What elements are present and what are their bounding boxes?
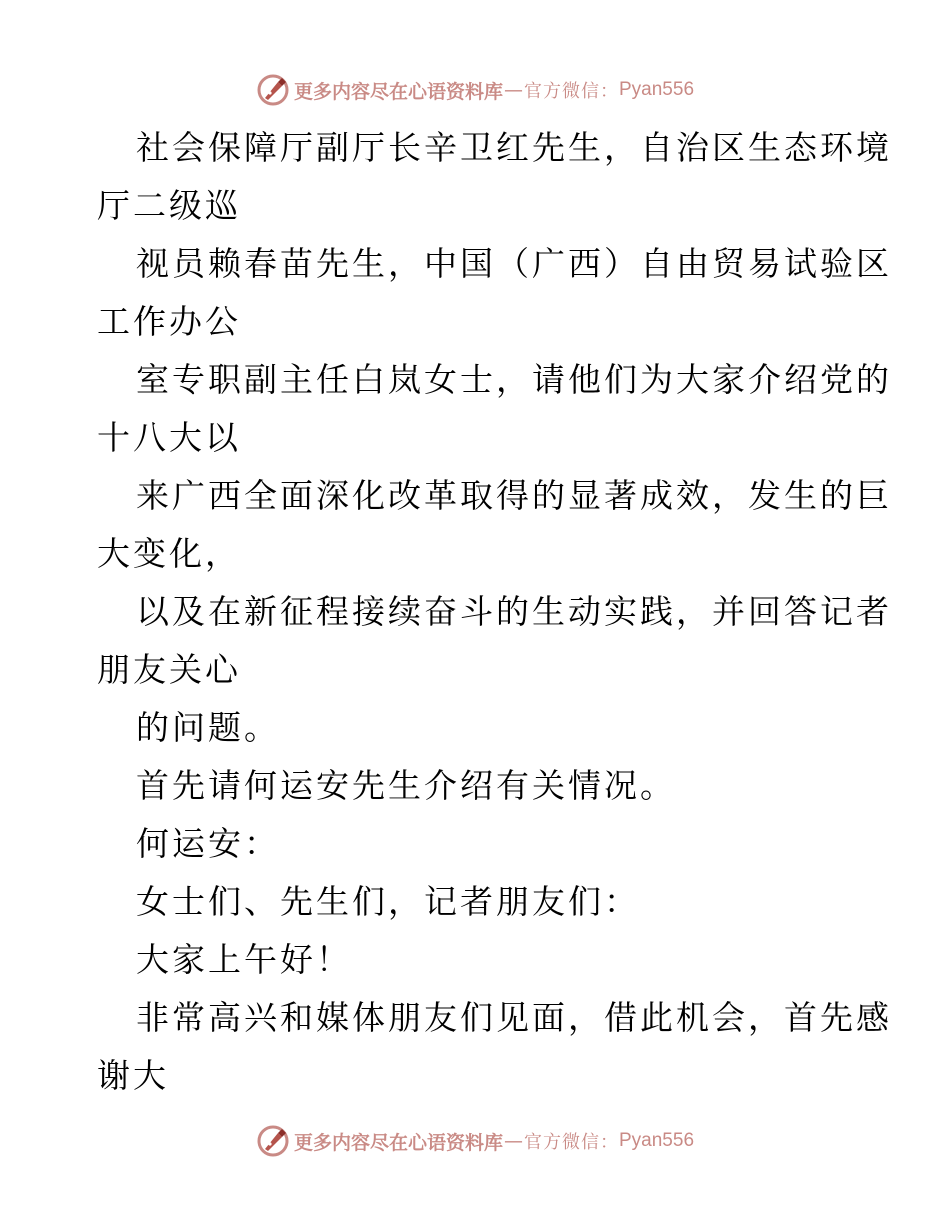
paragraph-line: 大家上午好！ xyxy=(136,940,352,979)
watermark-wechat-id: Pyan556 xyxy=(619,79,695,100)
pen-nib-logo-icon xyxy=(256,1124,290,1158)
paragraph-line: 工作办公 xyxy=(97,302,241,341)
paragraph-line: 来广西全面深化改革取得的显著成效，发生的巨 xyxy=(136,476,892,515)
watermark-dash: — xyxy=(504,79,523,101)
paragraph-line: 以及在新征程接续奋斗的生动实践，并回答记者 xyxy=(136,592,892,631)
watermark-wechat-label: 官方微信： xyxy=(524,1132,619,1153)
watermark-dash: — xyxy=(504,1130,523,1152)
paragraph-line: 社会保障厅副厅长辛卫红先生，自治区生态环境 xyxy=(136,128,892,167)
paragraph-line: 非常高兴和媒体朋友们见面，借此机会，首先感 xyxy=(136,998,892,1037)
paragraph-line: 视员赖春苗先生，中国（广西）自由贸易试验区 xyxy=(136,244,892,283)
watermark-main-text: 更多内容尽在心语资料库 xyxy=(293,1131,503,1154)
footer-watermark xyxy=(0,1121,950,1161)
paragraph-line: 朋友关心 xyxy=(97,650,241,689)
paragraph-line: 谢大 xyxy=(97,1056,169,1095)
paragraph-line: 室专职副主任白岚女士，请他们为大家介绍党的 xyxy=(136,360,892,399)
paragraph-line: 的问题。 xyxy=(136,708,280,747)
paragraph-line: 女士们、先生们，记者朋友们： xyxy=(136,882,640,921)
watermark-main-text: 更多内容尽在心语资料库 xyxy=(293,80,503,103)
paragraph-line: 十八大以 xyxy=(97,418,241,457)
paragraph-line: 首先请何运安先生介绍有关情况。 xyxy=(136,766,676,805)
watermark-wechat-id: Pyan556 xyxy=(619,1130,695,1151)
paragraph-line: 厅二级巡 xyxy=(97,186,241,225)
paragraph-line: 大变化， xyxy=(97,534,241,573)
paragraph-line: 何运安： xyxy=(136,824,280,863)
watermark-wechat-label: 官方微信： xyxy=(524,81,619,102)
